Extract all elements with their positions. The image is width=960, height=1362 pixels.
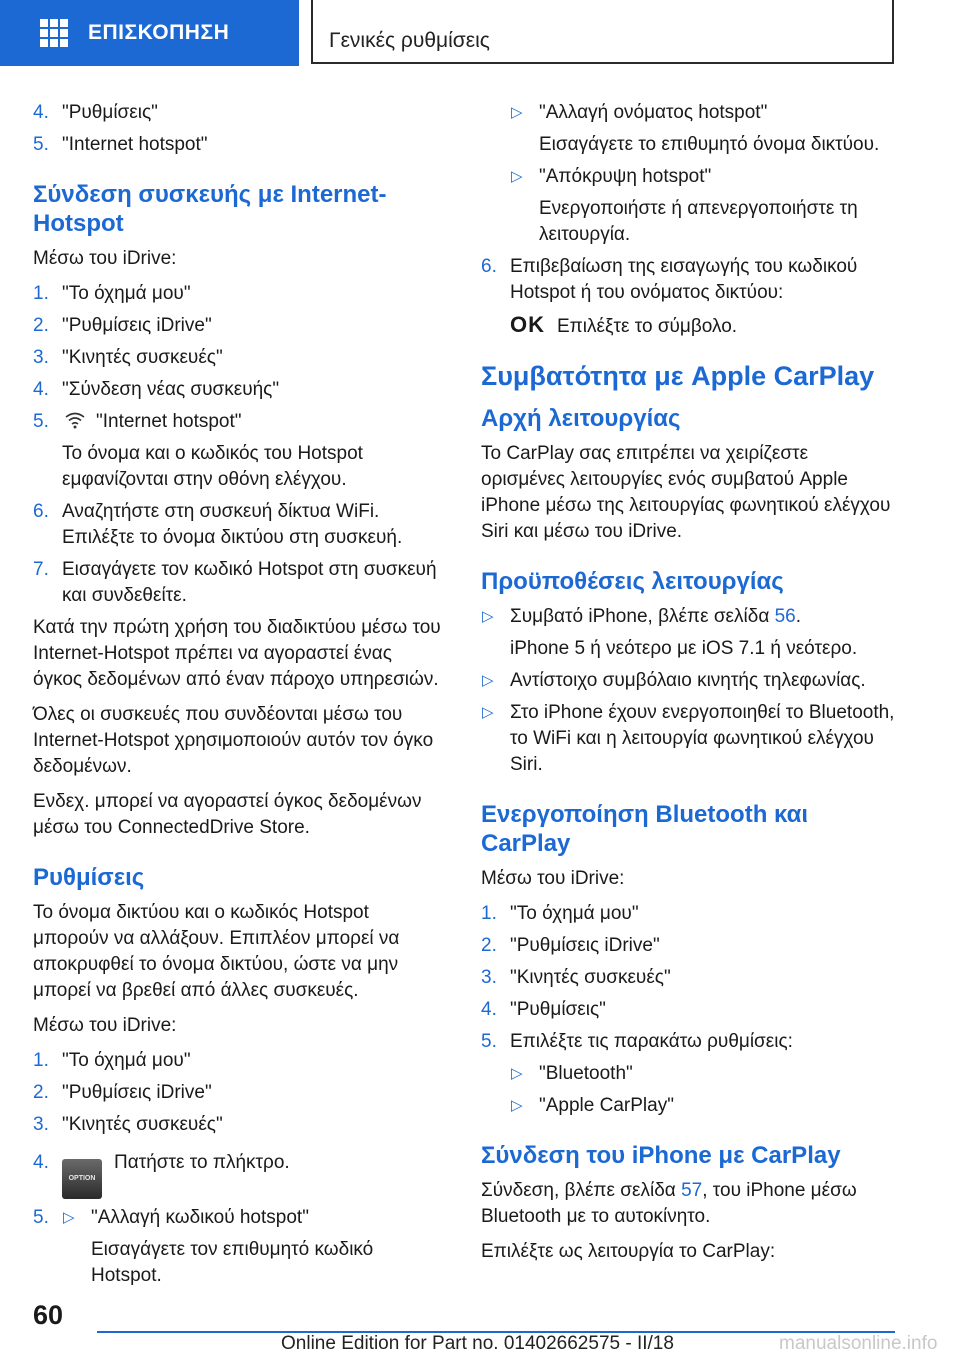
bullet-item	[481, 604, 895, 662]
bullet-item	[481, 700, 895, 778]
list-item	[481, 901, 895, 927]
bullet-item	[62, 1205, 445, 1289]
overview-tab-label: ΕΠΙΣΚΟΠΗΣΗ	[88, 21, 230, 44]
page-link-56[interactable]: 56	[774, 606, 796, 627]
step-number: 4.	[481, 999, 497, 1020]
step-text: "Ρυθμίσεις iDrive"	[510, 935, 660, 956]
wifi-icon	[64, 411, 86, 429]
bullet-detail: Εισαγάγετε τον επιθυμητό κωδικό Hotspot.	[91, 1239, 374, 1286]
list-item	[481, 254, 895, 340]
paragraph: Επιλέξτε ως λειτουργία το CarPlay:	[481, 1241, 776, 1262]
list-item	[481, 933, 895, 959]
bullet-detail: iPhone 5 ή νεότερο με iOS 7.1 ή νεότερο.	[510, 638, 858, 659]
step-text: Επιλέξτε τις παρακάτω ρυθμίσεις:	[510, 1031, 793, 1052]
left-column	[33, 100, 445, 1295]
heading-principle: Αρχή λειτουργίας	[481, 405, 681, 432]
paragraph-text: , του iPhone μέσω Bluetooth με το αυτοκίνητο.	[481, 1180, 857, 1227]
step-number: 5.	[33, 134, 49, 155]
list-item	[33, 557, 445, 609]
step-number: 5.	[33, 1207, 49, 1228]
list-item	[33, 409, 445, 493]
step-number: 2.	[33, 1082, 49, 1103]
step-number: 7.	[33, 559, 49, 580]
right-column	[481, 100, 895, 1274]
page-number: 60	[33, 1300, 64, 1330]
step-text: "Το όχημά μου"	[62, 283, 191, 304]
paragraph: Όλες οι συσκευές που συνδέονται μέσω του Internet-Hotspot χρησιμοποιούν αυτόν τον όγκο δεδομένων.	[33, 704, 434, 777]
step-text: Επιβεβαίωση της εισαγωγής του κωδικού Hotspot ή του ονόματος δικτύου:	[510, 256, 858, 303]
page-link-57[interactable]: 57	[681, 1180, 703, 1201]
paragraph: Το CarPlay σας επιτρέπει να χειρίζεστε ορισμένες λειτουργίες ενός συμβατού Apple iPhone μέσω της λειτουργίας φωνητικού ελέγχου Siri και μέσω του iDrive.	[481, 443, 891, 542]
triangle-bullet-icon: ▷	[511, 104, 523, 121]
list-item	[33, 1112, 445, 1138]
list-item	[33, 499, 445, 551]
bullet-text: "Αλλαγή κωδικού hotspot"	[91, 1207, 309, 1228]
heading-settings: Ρυθμίσεις	[33, 864, 145, 891]
triangle-bullet-icon: ▷	[511, 168, 523, 185]
heading-requirements: Προϋποθέσεις λειτουργίας	[481, 568, 784, 595]
step-detail: Το όνομα και ο κωδικός του Hotspot εμφανίζονται στην οθόνη ελέγχου.	[62, 443, 363, 490]
bullet-item	[481, 668, 895, 694]
step-number: 6.	[33, 501, 49, 522]
list-item	[33, 1205, 445, 1289]
list-item	[33, 345, 445, 371]
step-text: "Ρυθμίσεις iDrive"	[62, 315, 212, 336]
paragraph-text: Σύνδεση, βλέπε σελίδα	[481, 1180, 682, 1201]
step-text: Αναζητήστε στη συσκευή δίκτυα WiFi. Επιλέξτε το όνομα δικτύου στη συσκευή.	[62, 501, 403, 548]
triangle-bullet-icon: ▷	[482, 704, 494, 721]
step-text: "Το όχημά μου"	[62, 1050, 191, 1071]
step-number: 1.	[481, 903, 497, 924]
step-text: "Ρυθμίσεις iDrive"	[62, 1082, 212, 1103]
list-item-container	[481, 100, 895, 248]
step-text: "Internet hotspot"	[62, 134, 208, 155]
step-text: "Ρυθμίσεις"	[62, 102, 158, 123]
list-item	[33, 132, 445, 158]
step-number: 5.	[481, 1031, 497, 1052]
option-button-icon: OPTION	[62, 1159, 102, 1199]
via-idrive: Μέσω του iDrive:	[33, 248, 177, 269]
section-title: Γενικές ρυθμίσεις	[329, 29, 490, 52]
bullet-text: "Apple CarPlay"	[539, 1095, 674, 1116]
bullet-text: "Bluetooth"	[539, 1063, 633, 1084]
bullet-text: "Αλλαγή ονόματος hotspot"	[539, 102, 768, 123]
bullet-text: "Απόκρυψη hotspot"	[539, 166, 712, 187]
step-number: 3.	[33, 347, 49, 368]
step-text: "Ρυθμίσεις"	[510, 999, 606, 1020]
step-text: "Κινητές συσκευές"	[510, 967, 671, 988]
step-text: "Κινητές συσκευές"	[62, 347, 223, 368]
list-item	[33, 281, 445, 307]
step-text: "Κινητές συσκευές"	[62, 1114, 223, 1135]
step-number: 2.	[481, 935, 497, 956]
step-number: 3.	[33, 1114, 49, 1135]
bullet-text: Αντίστοιχο συμβόλαιο κινητής τηλεφωνίας.	[510, 670, 866, 691]
bullet-item	[510, 1093, 895, 1119]
heading-activate-bluetooth: Ενεργοποίηση Bluetooth και CarPlay	[481, 801, 809, 857]
step-number: 2.	[33, 315, 49, 336]
bullet-detail: Ενεργοποιήστε ή απενεργοποιήστε τη λειτουργία.	[539, 198, 858, 245]
triangle-bullet-icon: ▷	[482, 608, 494, 625]
triangle-bullet-icon: ▷	[511, 1065, 523, 1082]
step-detail-text: Επιλέξτε το σύμβολο.	[557, 316, 738, 337]
bullet-detail: Εισαγάγετε το επιθυμητό όνομα δικτύου.	[539, 134, 880, 155]
list-item	[33, 100, 445, 126]
list-item	[33, 1048, 445, 1074]
via-idrive: Μέσω του iDrive:	[33, 1015, 177, 1036]
grid-menu-icon	[40, 19, 68, 47]
heading-connect-device: Σύνδεση συσκευής με Internet-Hotspot	[33, 181, 387, 237]
triangle-bullet-icon: ▷	[511, 1097, 523, 1114]
list-item	[33, 1150, 445, 1199]
step-text: Πατήστε το πλήκτρο.	[114, 1152, 290, 1173]
paragraph: Κατά την πρώτη χρήση του διαδικτύου μέσω του Internet-Hotspot πρέπει να αγοραστεί ένας όγκος δεδομένων από έναν πάροχο υπηρεσιών.	[33, 617, 441, 690]
paragraph	[481, 1178, 895, 1230]
edition-text: Online Edition for Part no. 01402662575 - II/18	[281, 1333, 674, 1354]
triangle-bullet-icon: ▷	[63, 1209, 75, 1226]
step-number: 6.	[481, 256, 497, 277]
section-tab	[311, 0, 894, 64]
bullet-item	[510, 100, 895, 158]
ok-icon: OK	[510, 312, 545, 337]
step-text: "Internet hotspot"	[96, 411, 242, 432]
page-header	[0, 0, 960, 66]
step-text: Εισαγάγετε τον κωδικό Hotspot στη συσκευή και συνδεθείτε.	[62, 559, 437, 606]
list-item	[481, 1029, 895, 1119]
step-number: 4.	[33, 379, 49, 400]
step-number: 3.	[481, 967, 497, 988]
bullet-text: .	[795, 606, 802, 627]
step-text: "Σύνδεση νέας συσκευής"	[62, 379, 280, 400]
via-idrive: Μέσω του iDrive:	[481, 868, 625, 889]
bullet-text: Στο iPhone έχουν ενεργοποιηθεί το Bluetooth, το WiFi και η λειτουργία φωνητικού ελέγχου Siri.	[510, 702, 895, 775]
step-number: 5.	[33, 411, 49, 432]
watermark: manualsonline.info	[779, 1333, 938, 1354]
bullet-item	[510, 1061, 895, 1087]
step-detail	[510, 312, 895, 340]
step-number: 4.	[33, 1152, 49, 1173]
paragraph: Το όνομα δικτύου και ο κωδικός Hotspot μπορούν να αλλάξουν. Επιπλέον μπορεί να αποκρυφθεί το όνομα δικτύου, ώστε να μην μπορεί να βρεθεί από άλλες συσκευές.	[33, 902, 400, 1001]
list-item	[33, 377, 445, 403]
heading-carplay-compatibility: Συμβατότητα με Apple CarPlay	[481, 361, 875, 391]
step-number: 1.	[33, 283, 49, 304]
step-number: 1.	[33, 1050, 49, 1071]
step-text: "Το όχημά μου"	[510, 903, 639, 924]
list-item	[481, 965, 895, 991]
overview-tab[interactable]	[0, 0, 299, 66]
triangle-bullet-icon: ▷	[482, 672, 494, 689]
bullet-item	[510, 164, 895, 248]
list-item	[33, 313, 445, 339]
list-item	[481, 997, 895, 1023]
bullet-text: Συμβατό iPhone, βλέπε σελίδα	[510, 606, 775, 627]
step-number: 4.	[33, 102, 49, 123]
list-item	[33, 1080, 445, 1106]
paragraph: Ενδεχ. μπορεί να αγοραστεί όγκος δεδομένων μέσω του ConnectedDrive Store.	[33, 791, 422, 838]
heading-connect-iphone: Σύνδεση του iPhone με CarPlay	[481, 1142, 841, 1169]
